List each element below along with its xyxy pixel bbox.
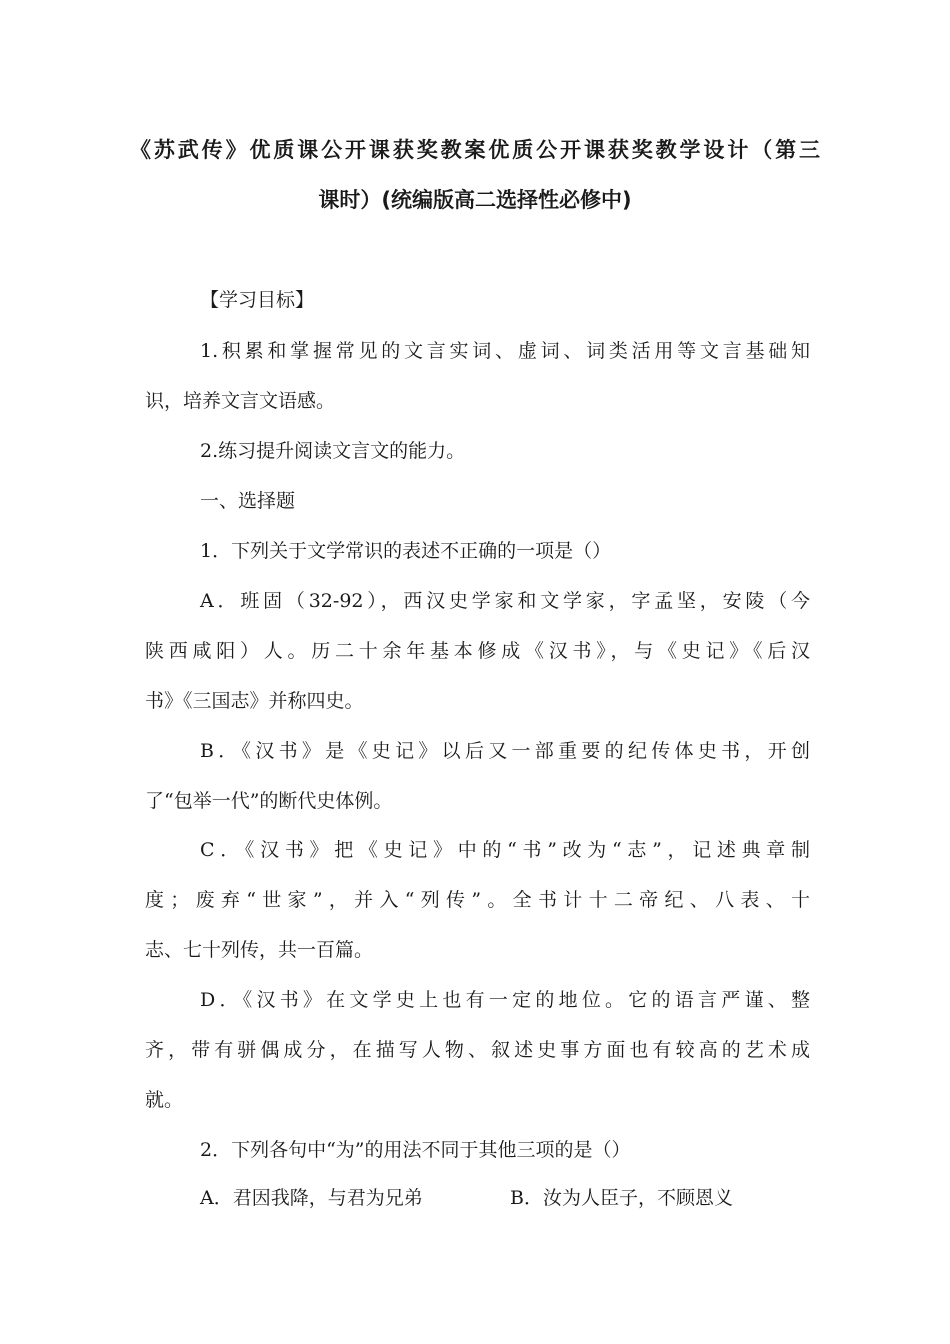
question-1-option-d-line-3: 就。: [145, 1089, 184, 1111]
question-1-stem: 1．下列关于文学常识的表述不正确的一项是（）: [200, 540, 612, 562]
document-title-line-1: 《苏武传》优质课公开课获奖教案优质公开课获奖教学设计（第三: [130, 138, 820, 162]
question-1-option-d-line-1: D．《汉书》在文学史上也有一定的地位。它的语言严谨、整: [200, 989, 810, 1011]
document-title-line-2: 课时）(统编版高二选择性必修中): [318, 188, 632, 212]
objective-1-line-2: 识，培养文言文语感。: [145, 390, 336, 412]
question-1-option-a-line-1: A．班固（32-92），西汉史学家和文学家，字孟坚，安陵（今: [200, 590, 810, 612]
question-1-option-a-line-2: 陕西咸阳）人。历二十余年基本修成《汉书》，与《史记》《后汉: [145, 640, 810, 662]
objective-1-line-1: 1.积累和掌握常见的文言实词、虚词、词类活用等文言基础知: [200, 340, 810, 362]
objective-2: 2.练习提升阅读文言文的能力。: [200, 440, 466, 462]
question-1-option-b-line-1: B．《汉书》是《史记》以后又一部重要的纪传体史书，开创: [200, 740, 810, 762]
objectives-heading: 【学习目标】: [200, 289, 315, 311]
section-heading-choice: 一、选择题: [200, 490, 296, 512]
question-1-option-b-line-2: 了“包举一代”的断代史体例。: [145, 790, 393, 812]
question-2-option-b: B．汝为人臣子，不顾恩义: [510, 1187, 733, 1209]
question-1-option-c-line-2: 度；废弃“世家”，并入“列传”。全书计十二帝纪、八表、十: [145, 889, 810, 911]
question-2-option-a: A．君因我降，与君为兄弟: [200, 1187, 423, 1209]
question-2-stem: 2．下列各句中“为”的用法不同于其他三项的是（）: [200, 1139, 631, 1161]
question-1-option-c-line-1: C．《汉书》把《史记》中的“书”改为“志”，记述典章制: [200, 839, 810, 861]
question-1-option-c-line-3: 志、七十列传，共一百篇。: [145, 939, 374, 961]
question-1-option-a-line-3: 书》《三国志》并称四史。: [145, 690, 364, 712]
question-1-option-d-line-2: 齐，带有骈偶成分，在描写人物、叙述史事方面也有较高的艺术成: [145, 1039, 810, 1061]
